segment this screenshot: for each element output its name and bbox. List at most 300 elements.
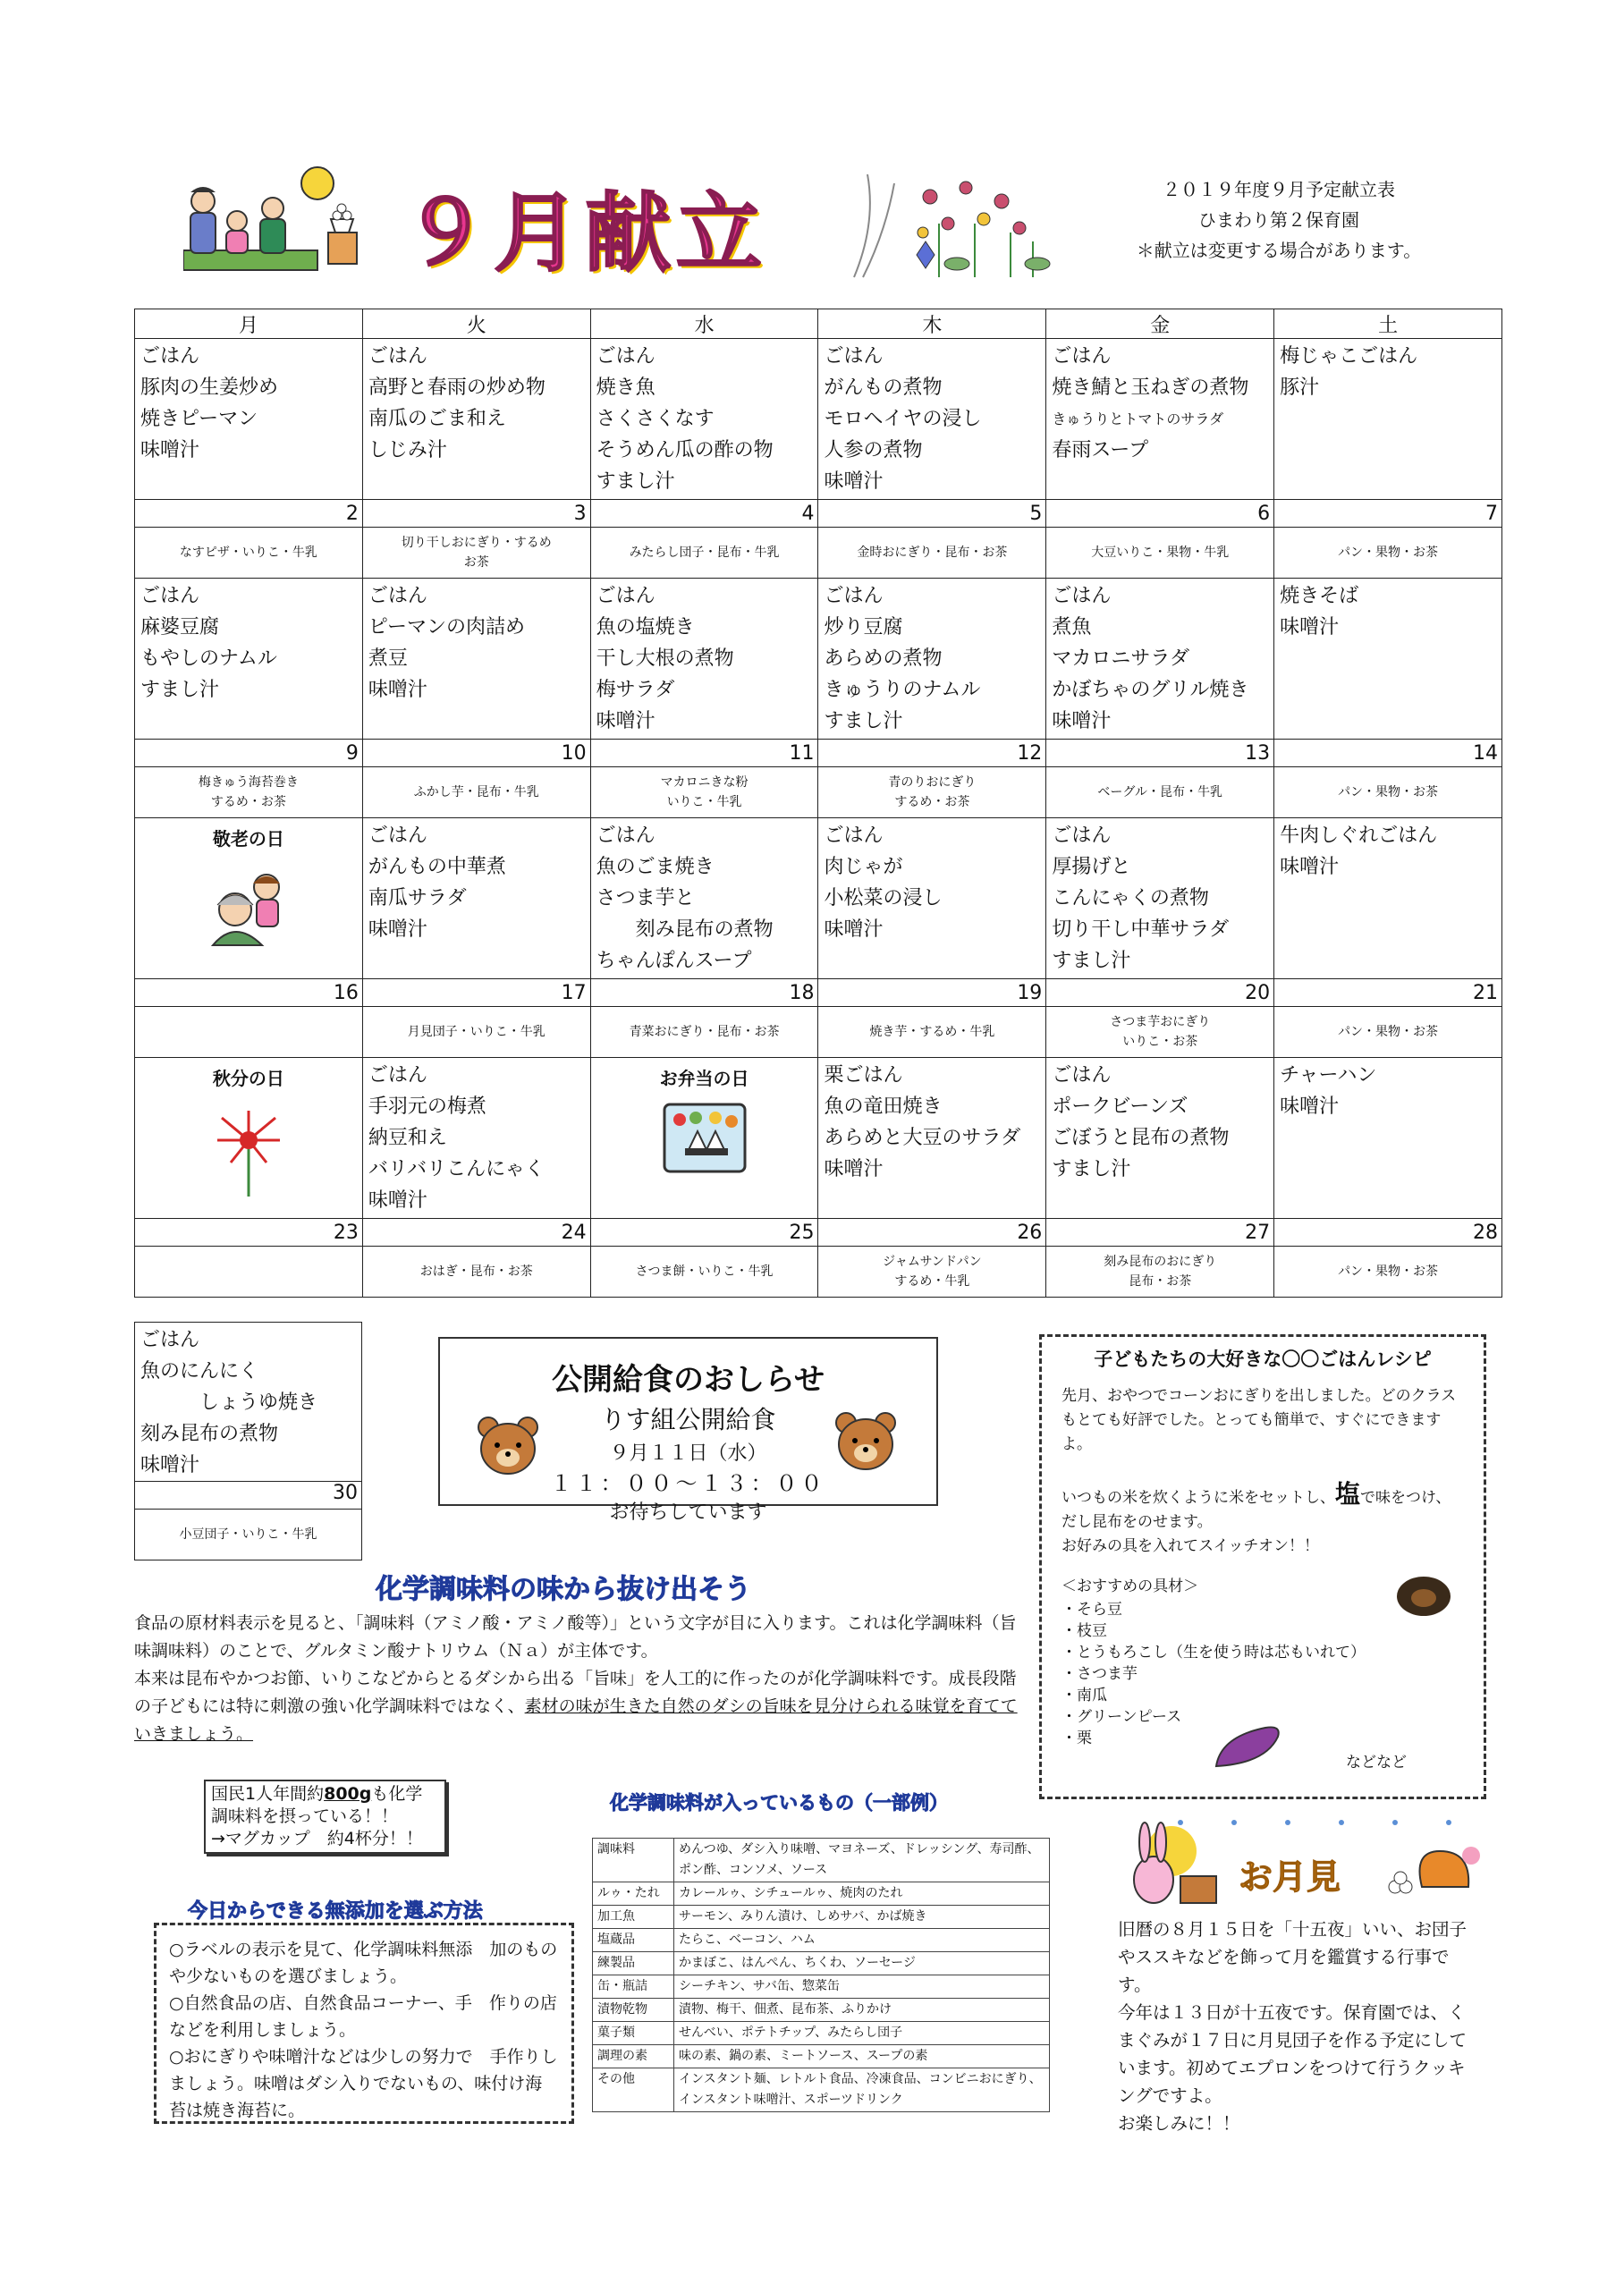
snack-row xyxy=(135,528,1502,579)
holiday-label: お弁当の日 xyxy=(659,1068,749,1089)
menu-cell xyxy=(590,1058,818,1219)
snack-cell xyxy=(135,528,363,579)
recipe-switch: お好みの具を入れてスイッチオン！！ xyxy=(1062,1537,1319,1555)
menu-cell xyxy=(135,1058,363,1219)
menu-item: 味噌汁 xyxy=(140,439,200,461)
header-info-school: ひまわり第２保育園 xyxy=(1198,209,1359,231)
snack-line: ジャムサンドパン xyxy=(883,1255,982,1269)
menu-item: 刻み昆布の煮物 xyxy=(140,1423,279,1445)
holiday-label: 秋分の日 xyxy=(212,1068,284,1089)
menu-row xyxy=(135,339,1502,500)
menu-item: しょうゆ焼き xyxy=(140,1391,318,1414)
date-cell: 21 xyxy=(1274,979,1502,1007)
menu-item: 厚揚げと xyxy=(1052,856,1131,878)
recipe-ingredient: ・さつま芋 xyxy=(1062,1665,1138,1683)
date-cell: 17 xyxy=(362,979,590,1007)
menu-row xyxy=(135,818,1502,979)
date-cell: 2 xyxy=(135,500,363,528)
menu-item: 魚の塩焼き xyxy=(596,616,695,639)
recipe-step-text: いつもの米を炊くように米をセットし、 xyxy=(1062,1489,1335,1507)
menu-item: 味噌汁 xyxy=(1280,1095,1340,1118)
menu-item: すまし汁 xyxy=(824,710,903,732)
chem-table-row xyxy=(593,2022,1050,2045)
date-cell: 7 xyxy=(1274,500,1502,528)
snack-line: パン・果物・お茶 xyxy=(1338,785,1439,799)
menu-item: きゅうりのナムル xyxy=(824,679,981,701)
menu-item: 煮豆 xyxy=(368,647,408,670)
snack-line: するめ・お茶 xyxy=(894,795,970,809)
menu-item: すまし汁 xyxy=(1052,950,1131,972)
date-cell: 9 xyxy=(135,740,363,767)
bear-face-icon xyxy=(476,1415,540,1477)
chem-category: ルゥ・たれ xyxy=(593,1882,674,1906)
menu-item: ちゃんぽんスープ xyxy=(596,950,752,972)
date-cell: 28 xyxy=(1274,1219,1502,1247)
menu-item: すまし汁 xyxy=(1052,1158,1131,1180)
howto-headline: 今日からできる無添加を選ぶ方法 xyxy=(188,1900,483,1923)
date-cell: 24 xyxy=(362,1219,590,1247)
menu-item: モロヘイヤの浸し xyxy=(824,408,982,430)
snack-line: パン・果物・お茶 xyxy=(1338,1264,1439,1279)
snack-cell xyxy=(818,1007,1046,1058)
chem-category: 調味料 xyxy=(593,1839,674,1882)
snack-line: 大豆いりこ・果物・牛乳 xyxy=(1091,546,1230,560)
date-row xyxy=(135,1219,1502,1247)
menu-item: 干し大根の煮物 xyxy=(596,647,734,670)
menu-item: 炒り豆腐 xyxy=(824,616,903,639)
stat-line xyxy=(211,1783,439,1806)
weekday-1: 火 xyxy=(362,309,590,339)
header-info xyxy=(1109,174,1449,266)
stat-text: 国民1人年間約 xyxy=(211,1784,325,1804)
menu-cell xyxy=(1274,579,1502,740)
menu-item: ごはん xyxy=(596,825,656,847)
snack-cell xyxy=(1274,528,1502,579)
menu-item: ごはん xyxy=(1052,1064,1112,1087)
menu-item: 味噌汁 xyxy=(140,1454,200,1476)
menu-item: ごはん xyxy=(140,1329,200,1351)
date-cell: 4 xyxy=(590,500,818,528)
snack-row xyxy=(135,767,1502,818)
menu-item: 味噌汁 xyxy=(368,918,427,941)
date-cell: 18 xyxy=(590,979,818,1007)
stat-text: も化学 xyxy=(371,1784,423,1804)
menu-item: チャーハン xyxy=(1280,1064,1377,1087)
menu-item: こんにゃくの煮物 xyxy=(1052,887,1209,909)
menu-cell xyxy=(818,818,1046,979)
chem-category: 塩蔵品 xyxy=(593,1929,674,1952)
snack-cell xyxy=(1274,1247,1502,1298)
date-cell: 3 xyxy=(362,500,590,528)
menu-item: 豚肉の生姜炒め xyxy=(140,376,279,399)
menu-item: 豚汁 xyxy=(1280,376,1320,399)
menu-cell xyxy=(362,339,590,500)
menu-cell xyxy=(818,339,1046,500)
snack-cell xyxy=(1046,1247,1274,1298)
chem-underlined-text: 素材の味が生きた自然のダシの旨味を見分けられる味覚を育てていきましょう。 xyxy=(134,1696,1018,1744)
weekday-0: 月 xyxy=(135,309,363,339)
stat-line: 調味料を摂っている！！ xyxy=(211,1806,399,1826)
recipe-ingredient: ・そら豆 xyxy=(1062,1601,1122,1619)
menu-item: 高野と春雨の炒め物 xyxy=(368,376,546,399)
menu-item: 焼きピーマン xyxy=(140,408,258,430)
snack-cell xyxy=(590,528,818,579)
moon-title: お月見 xyxy=(1239,1857,1341,1897)
snack-cell xyxy=(1046,767,1274,818)
recipe-step-text: で味をつけ、だし昆布をのせます。 xyxy=(1062,1489,1451,1531)
menu-item: 味噌汁 xyxy=(1280,616,1340,639)
menu-item: ごはん xyxy=(1052,345,1112,368)
chem-table xyxy=(592,1838,1050,2112)
menu-item: ごぼうと昆布の煮物 xyxy=(1052,1127,1230,1149)
menu-cell xyxy=(818,1058,1046,1219)
menu-cell xyxy=(818,579,1046,740)
menu-item: すまし汁 xyxy=(596,470,675,493)
chem-category: 調理の素 xyxy=(593,2045,674,2068)
weekday-header-row xyxy=(135,309,1502,339)
sweet-potato-icon xyxy=(1212,1723,1283,1772)
date-row xyxy=(135,979,1502,1007)
chem-examples: たらこ、ベーコン、ハム xyxy=(674,1929,1050,1952)
date-cell: 14 xyxy=(1274,740,1502,767)
menu-item: 焼き鯖と玉ねぎの煮物 xyxy=(1052,376,1249,399)
chem-category: 加工魚 xyxy=(593,1906,674,1929)
date-cell: 26 xyxy=(818,1219,1046,1247)
stat-line: →マグカップ 約4杯分！！ xyxy=(211,1829,423,1848)
menu-item: 味噌汁 xyxy=(824,470,884,493)
snack-cell xyxy=(135,1007,363,1058)
snack-line: お茶 xyxy=(463,555,489,570)
menu-item: あらめと大豆のサラダ xyxy=(824,1127,1021,1149)
chem-table-row xyxy=(593,1952,1050,1975)
snack-line: 梅きゅう海苔巻き xyxy=(198,775,299,790)
menu-item: ごはん xyxy=(824,585,884,607)
chem-table-row xyxy=(593,1839,1050,1882)
chem-table-row xyxy=(593,2068,1050,2112)
menu-item: 煮魚 xyxy=(1052,616,1092,639)
snack-row xyxy=(135,1247,1502,1298)
page-title: ９月献立 xyxy=(402,183,767,283)
weekday-4: 金 xyxy=(1046,309,1274,339)
menu-item: がんもの煮物 xyxy=(824,376,943,399)
menu-item: 梅じゃこごはん xyxy=(1280,345,1418,368)
menu-cell xyxy=(1274,339,1502,500)
spider-lily-icon xyxy=(140,1100,357,1198)
snack-line: さつま芋おにぎり xyxy=(1110,1015,1211,1029)
snack-line: 青のりおにぎり xyxy=(888,775,977,790)
snack-row xyxy=(135,1007,1502,1058)
menu-item: さつま芋と xyxy=(596,887,695,909)
snack-line: さつま餅・いりこ・牛乳 xyxy=(635,1264,774,1279)
date-cell: 25 xyxy=(590,1219,818,1247)
menu-item: 魚のごま焼き xyxy=(596,856,715,878)
date-cell: 23 xyxy=(135,1219,363,1247)
recipe-ingredient: ・栗 xyxy=(1062,1730,1092,1747)
menu-item: ポークビーンズ xyxy=(1052,1095,1188,1118)
snack-line: パン・果物・お茶 xyxy=(1338,1025,1439,1039)
menu-item: 焼きそば xyxy=(1280,585,1359,607)
menu-item: さくさくなす xyxy=(596,408,715,430)
howto-item: ○おにぎりや味噌汁などは少しの努力で 手作りしましょう。味噌はダシ入りでないもの、味付け海苔は焼き海苔に。 xyxy=(169,2047,558,2120)
menu-item: 麻婆豆腐 xyxy=(140,616,220,639)
snack-cell xyxy=(362,1007,590,1058)
snack-line: 焼き芋・するめ・牛乳 xyxy=(869,1025,995,1039)
menu-item: きゅうりとトマトのサラダ xyxy=(1052,410,1224,427)
chem-category: 缶・瓶詰 xyxy=(593,1975,674,1999)
menu-item: 魚のにんにく xyxy=(140,1360,259,1383)
snack-cell xyxy=(135,767,363,818)
date-cell: 6 xyxy=(1046,500,1274,528)
recipe-ingredient: ・とうもろこし（生を使う時は芯もいれて） xyxy=(1062,1644,1366,1662)
stat-amount: 800g xyxy=(324,1784,372,1804)
menu-item: 小松菜の浸し xyxy=(824,887,943,909)
chem-examples: シーチキン、サバ缶、惣菜缶 xyxy=(674,1975,1050,1999)
day30-snack: 小豆団子・いりこ・牛乳 xyxy=(134,1510,362,1560)
chem-category: その他 xyxy=(593,2068,674,2112)
menu-item: もやしのナムル xyxy=(140,647,277,670)
open-lunch-line: １１：００〜１３：００ xyxy=(550,1471,826,1496)
recipe-etc: などなど xyxy=(1346,1754,1407,1772)
chem-category: 練製品 xyxy=(593,1952,674,1975)
chestnut-burr-icon xyxy=(1392,1571,1455,1620)
menu-cell xyxy=(362,579,590,740)
snack-cell xyxy=(590,1247,818,1298)
chem-examples: サーモン、みりん漬け、しめサバ、かば焼き xyxy=(674,1906,1050,1929)
salt-word: 塩 xyxy=(1335,1479,1361,1509)
snack-cell xyxy=(1046,1007,1274,1058)
snack-cell xyxy=(1274,767,1502,818)
chem-table-headline: 化学調味料が入っているもの（一部例） xyxy=(610,1792,948,1814)
recipe-intro: 先月、おやつでコーンおにぎりを出しました。どのクラスもとても好評でした。とっても簡単で、すぐにできますよ。 xyxy=(1062,1387,1457,1453)
menu-item: ごはん xyxy=(596,345,656,368)
menu-item: 味噌汁 xyxy=(1052,710,1112,732)
menu-item: 春雨スープ xyxy=(1052,439,1149,461)
open-lunch-line: ９月１１日（水） xyxy=(609,1442,767,1465)
snack-cell xyxy=(818,1247,1046,1298)
chem-table-row xyxy=(593,2045,1050,2068)
menu-item: ごはん xyxy=(824,345,884,368)
chem-headline: 化学調味料の味から抜け出そう xyxy=(376,1574,751,1605)
howto-box xyxy=(154,1923,574,2124)
recipe-ingredient: ・枝豆 xyxy=(1062,1622,1107,1640)
date-row xyxy=(135,500,1502,528)
menu-item: 栗ごはん xyxy=(824,1064,903,1087)
menu-cell xyxy=(1046,339,1274,500)
snack-line: ベーグル・昆布・牛乳 xyxy=(1097,785,1223,799)
family-moon-illustration xyxy=(183,165,367,282)
menu-cell xyxy=(1274,1058,1502,1219)
menu-item: ごはん xyxy=(596,585,656,607)
grandparent-child-icon xyxy=(140,860,357,950)
weekday-5: 土 xyxy=(1274,309,1502,339)
menu-item: 手羽元の梅煮 xyxy=(368,1095,486,1118)
menu-item: 南瓜サラダ xyxy=(368,887,467,909)
header-info-note: ＊献立は変更する場合があります。 xyxy=(1136,240,1422,261)
chem-table-row xyxy=(593,1975,1050,1999)
snack-line: 金時おにぎり・昆布・お茶 xyxy=(857,546,1008,560)
bento-box-icon xyxy=(596,1100,813,1176)
menu-cell xyxy=(1274,818,1502,979)
chem-text: 本来は昆布やかつお節、いりこなどからとるダシから出る「旨味」を人工的に作ったのが化学調味料です。成長段階の子どもには特に刺激の強い化学調味料ではなく、 xyxy=(134,1669,1017,1716)
menu-item: 切り干し中華サラダ xyxy=(1052,918,1230,941)
menu-cell xyxy=(590,818,818,979)
snack-cell xyxy=(818,528,1046,579)
menu-cell xyxy=(362,1058,590,1219)
day30-date: 30 xyxy=(134,1481,362,1510)
date-cell: 12 xyxy=(818,740,1046,767)
menu-item: 魚の竜田焼き xyxy=(824,1095,943,1118)
open-lunch-title: 公開給食のおしらせ xyxy=(552,1362,825,1398)
open-lunch-line: お待ちしています xyxy=(609,1501,767,1524)
menu-item: あらめの煮物 xyxy=(824,647,943,670)
snack-cell xyxy=(590,767,818,818)
menu-item: ごはん xyxy=(368,585,427,607)
snack-line: 昆布・お茶 xyxy=(1129,1274,1192,1289)
menu-item: 味噌汁 xyxy=(596,710,656,732)
moon-paragraph: 旧暦の８月１５日を「十五夜」いい、お団子やススキなどを飾って月を鑑賞する行事です。 xyxy=(1118,1919,1468,1995)
open-lunch-line: りす組公開給食 xyxy=(600,1405,776,1434)
snack-line: なすピザ・いりこ・牛乳 xyxy=(179,546,317,560)
date-cell: 27 xyxy=(1046,1219,1274,1247)
chem-table-row xyxy=(593,1999,1050,2022)
moon-text xyxy=(1118,1916,1476,2137)
chem-examples: 漬物、梅干、佃煮、昆布茶、ふりかけ xyxy=(674,1999,1050,2022)
snack-line: 月見団子・いりこ・牛乳 xyxy=(407,1025,546,1039)
menu-item: バリバリこんにゃく xyxy=(368,1158,545,1180)
menu-item: ごはん xyxy=(1052,825,1112,847)
stat-box xyxy=(204,1780,446,1854)
recipe-title: 子どもたちの大好きな〇〇ごはんレシピ xyxy=(1094,1349,1432,1370)
menu-item: 人参の煮物 xyxy=(824,439,923,461)
date-cell: 16 xyxy=(135,979,363,1007)
menu-table xyxy=(134,309,1502,1298)
snack-line: いりこ・牛乳 xyxy=(666,795,742,809)
chem-category: 菓子類 xyxy=(593,2022,674,2045)
moon-paragraph: 今年は１３日が十五夜です。保育園では、くまぐみが１７日に月見団子を作る予定にしています。初めてエプロンをつけて行うクッキングですよ。 xyxy=(1118,2002,1468,2106)
bear-face-icon xyxy=(833,1410,898,1473)
weekday-2: 水 xyxy=(590,309,818,339)
snack-line: するめ・お茶 xyxy=(210,795,286,809)
menu-item: マカロニサラダ xyxy=(1052,647,1190,670)
chem-examples: かまぼこ、はんぺん、ちくわ、ソーセージ xyxy=(674,1952,1050,1975)
moon-paragraph: お楽しみに！！ xyxy=(1118,2113,1240,2134)
date-cell: 11 xyxy=(590,740,818,767)
menu-item: ごはん xyxy=(1052,585,1112,607)
menu-item: 味噌汁 xyxy=(368,679,427,701)
snack-line: いりこ・お茶 xyxy=(1122,1035,1198,1049)
chem-examples: カレールゥ、シチュールゥ、焼肉のたれ xyxy=(674,1882,1050,1906)
menu-cell xyxy=(135,579,363,740)
recipe-step xyxy=(1062,1479,1464,1535)
day30-menu xyxy=(134,1322,362,1481)
menu-cell xyxy=(362,818,590,979)
snack-cell xyxy=(362,767,590,818)
menu-cell xyxy=(590,339,818,500)
autumn-flowers-illustration xyxy=(841,170,1064,282)
chem-body xyxy=(134,1610,1019,1748)
snack-line: 青菜おにぎり・昆布・お茶 xyxy=(629,1025,780,1039)
menu-item: ごはん xyxy=(368,825,427,847)
snack-cell xyxy=(1274,1007,1502,1058)
menu-item: 南瓜のごま和え xyxy=(368,408,506,430)
recipe-list-title: ＜おすすめの具材＞ xyxy=(1062,1577,1199,1595)
chem-table-row xyxy=(593,1906,1050,1929)
menu-item: 焼き魚 xyxy=(596,376,656,399)
menu-item: 牛肉しぐれごはん xyxy=(1280,825,1438,847)
snack-line: おはぎ・昆布・お茶 xyxy=(419,1264,533,1279)
menu-item: ごはん xyxy=(824,825,884,847)
snack-line: 刻み昆布のおにぎり xyxy=(1104,1255,1217,1269)
snack-cell xyxy=(590,1007,818,1058)
snack-line: ふかし芋・昆布・牛乳 xyxy=(413,785,539,799)
menu-item: 味噌汁 xyxy=(824,1158,884,1180)
recipe-box xyxy=(1039,1334,1486,1799)
snack-cell xyxy=(135,1247,363,1298)
chem-table-row xyxy=(593,1929,1050,1952)
recipe-ingredient: ・グリーンピース xyxy=(1062,1708,1182,1726)
menu-item: 肉じゃが xyxy=(824,856,903,878)
date-cell: 19 xyxy=(818,979,1046,1007)
snack-line: するめ・牛乳 xyxy=(894,1274,970,1289)
chem-table-row xyxy=(593,1882,1050,1906)
menu-item: ごはん xyxy=(140,345,200,368)
menu-row xyxy=(135,579,1502,740)
menu-cell xyxy=(1046,1058,1274,1219)
date-cell: 13 xyxy=(1046,740,1274,767)
date-cell: 5 xyxy=(818,500,1046,528)
date-cell: 20 xyxy=(1046,979,1274,1007)
snack-line: みたらし団子・昆布・牛乳 xyxy=(629,546,780,560)
howto-item: ○自然食品の店、自然食品コーナー、手 作りの店などを利用しましょう。 xyxy=(169,1993,557,2040)
menu-item: ピーマンの肉詰め xyxy=(368,616,525,639)
chem-examples: 味の素、鍋の素、ミートソース、スープの素 xyxy=(674,2045,1050,2068)
recipe-ingredient: ・南瓜 xyxy=(1062,1687,1107,1704)
weekday-3: 木 xyxy=(818,309,1046,339)
snack-line: 切り干しおにぎり・するめ xyxy=(401,536,552,550)
menu-row xyxy=(135,1058,1502,1219)
menu-item: がんもの中華煮 xyxy=(368,856,506,878)
menu-item: 納豆和え xyxy=(368,1127,447,1149)
snack-cell xyxy=(362,1247,590,1298)
date-row xyxy=(135,740,1502,767)
chem-category: 漬物乾物 xyxy=(593,1999,674,2022)
chem-examples: めんつゆ、ダシ入り味噌、マヨネーズ、ドレッシング、寿司酢、ポン酢、コンソメ、ソース xyxy=(674,1839,1050,1882)
menu-item: ごはん xyxy=(140,585,200,607)
date-cell: 10 xyxy=(362,740,590,767)
menu-cell xyxy=(590,579,818,740)
menu-item: ごはん xyxy=(368,1064,427,1087)
header-info-year: ２０１９年度９月予定献立表 xyxy=(1163,179,1395,200)
chem-paragraph xyxy=(134,1665,1019,1748)
menu-cell xyxy=(135,339,363,500)
holiday-label: 敬老の日 xyxy=(212,828,284,850)
menu-item: 味噌汁 xyxy=(824,918,884,941)
chem-examples: インスタント麺、レトルト食品、冷凍食品、コンビニおにぎり、インスタント味噌汁、スポーツドリンク xyxy=(674,2068,1050,2112)
menu-item: 刻み昆布の煮物 xyxy=(596,918,774,941)
menu-item: 味噌汁 xyxy=(1280,856,1340,878)
menu-item: しじみ汁 xyxy=(368,439,447,461)
snack-line: パン・果物・お茶 xyxy=(1338,546,1439,560)
menu-item: 味噌汁 xyxy=(368,1189,427,1212)
open-lunch-notice xyxy=(438,1337,938,1524)
snack-line: マカロニきな粉 xyxy=(660,775,749,790)
menu-item: 梅サラダ xyxy=(596,679,675,701)
menu-item: そうめん瓜の酢の物 xyxy=(596,439,774,461)
howto-item: ○ラベルの表示を見て、化学調味料無添 加のものや少ないものを選びましょう。 xyxy=(169,1940,558,1986)
menu-cell xyxy=(135,818,363,979)
day30-block xyxy=(134,1322,362,1560)
menu-item: すまし汁 xyxy=(140,679,220,701)
